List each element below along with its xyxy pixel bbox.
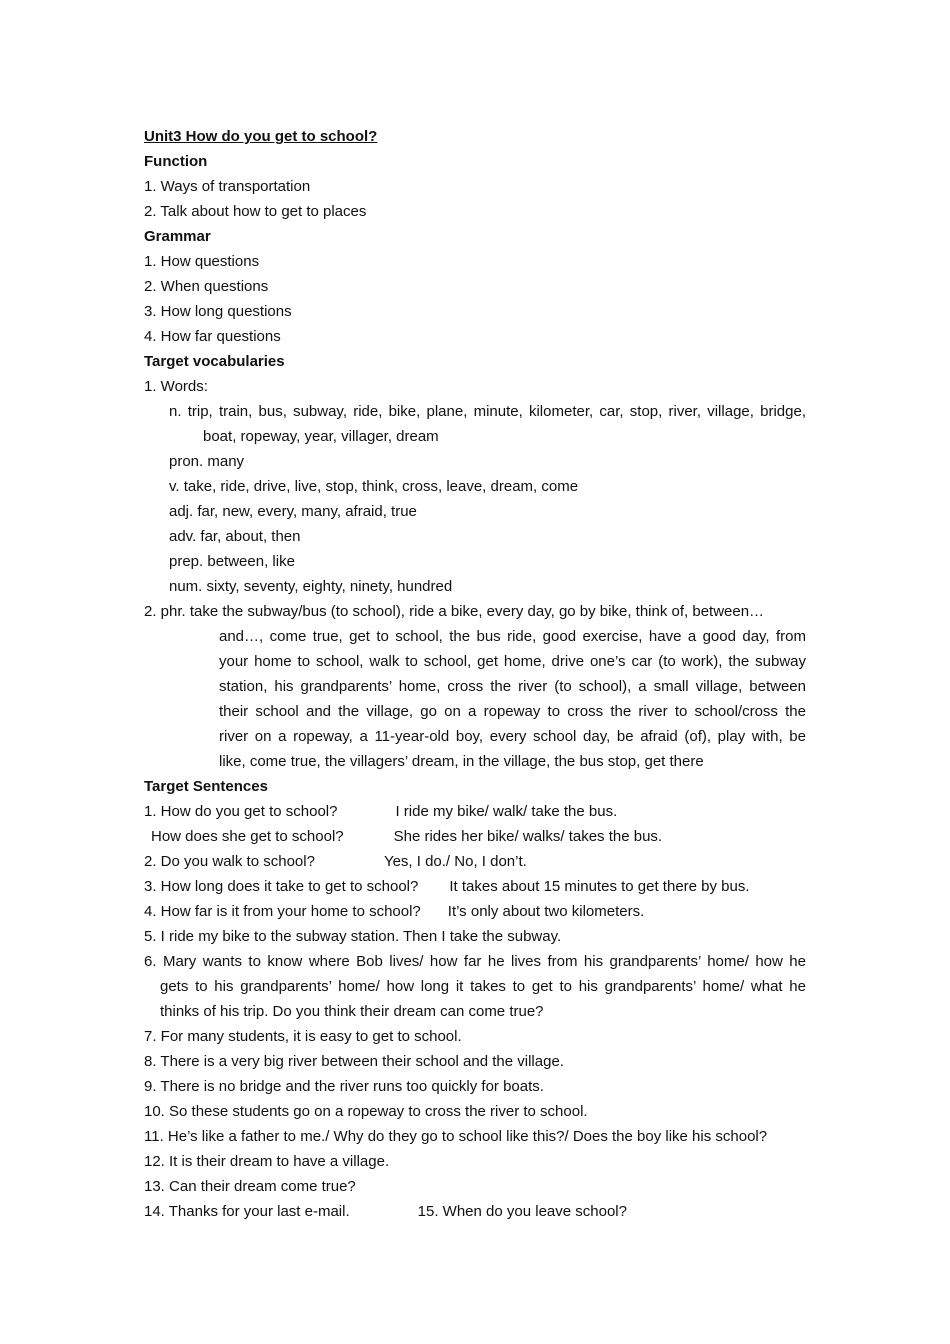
sentence-14-15 [144,1199,806,1224]
grammar-item: 3. How long questions [144,303,292,320]
phrases-line1: 2. phr. take the subway/bus (to school), ride a bike, every day, go by bike, think of, between… [144,603,765,620]
sentence-8: 8. There is a very big river between their school and the village. [144,1053,564,1070]
sentence-5: 5. I ride my bike to the subway station. Then I take the subway. [144,928,562,945]
sentence-answer: It’s only about two kilometers. [447,903,645,920]
sentence-answer: She rides her bike/ walks/ takes the bus. [393,828,663,845]
phrases-line: and…, come true, get to school, the bus ride, good exercise, have a good day, from [219,628,806,645]
sentence-6-line1: 6. Mary wants to know where Bob lives/ how far he lives from his grandparents’ home/ how he [144,953,806,970]
vocab-heading: Target vocabularies [144,353,285,370]
sentence-answer: I ride my bike/ walk/ take the bus. [395,803,618,820]
sentence-3 [144,874,806,899]
vocab-nouns-line1: n. trip, train, bus, subway, ride, bike, plane, minute, kilometer, car, stop, river, village, bridge, [169,403,806,420]
sentence-4 [144,899,806,924]
vocab-verbs: v. take, ride, drive, live, stop, think, cross, leave, dream, come [169,478,579,495]
sentence-answer: It takes about 15 minutes to get there by bus. [449,878,750,895]
vocab-numerals: num. sixty, seventy, eighty, ninety, hundred [169,578,453,595]
function-item: 1. Ways of transportation [144,178,311,195]
sentence-10: 10. So these students go on a ropeway to cross the river to school. [144,1103,588,1120]
document-body [144,124,806,1224]
sentence-6-line3: thinks of his trip. Do you think their dream can come true? [160,1003,544,1020]
sentence-9: 9. There is no bridge and the river runs too quickly for boats. [144,1078,544,1095]
sentences-heading: Target Sentences [144,778,268,795]
sentence-14: 14. Thanks for your last e-mail. [144,1203,350,1220]
phrases-line: your home to school, walk to school, get home, drive one’s car (to work), the subway [219,653,806,670]
sentence-question: How does she get to school? [151,828,344,845]
unit-title: Unit3 How do you get to school? [144,128,378,145]
vocab-pronouns: pron. many [169,453,245,470]
function-item: 2. Talk about how to get to places [144,203,367,220]
vocab-adjectives: adj. far, new, every, many, afraid, true [169,503,417,520]
sentence-question: 4. How far is it from your home to school? [144,903,421,920]
sentence-question: 1. How do you get to school? [144,803,338,820]
vocab-adverbs: adv. far, about, then [169,528,301,545]
sentence-13: 13. Can their dream come true? [144,1178,356,1195]
sentence-answer: Yes, I do./ No, I don’t. [383,853,527,870]
grammar-item: 1. How questions [144,253,260,270]
phrases-line-last: like, come true, the villagers’ dream, in the village, the bus stop, get there [219,753,704,770]
vocab-nouns-line2: boat, ropeway, year, villager, dream [203,428,439,445]
grammar-item: 2. When questions [144,278,269,295]
sentence-2 [144,849,806,874]
phrases-line: their school and the village, go on a ropeway to cross the river to school/cross the [219,703,806,720]
sentence-6-line2: gets to his grandparents’ home/ how long it takes to get to his grandparents’ home/ what he [160,978,806,995]
sentence-12: 12. It is their dream to have a village. [144,1153,390,1170]
grammar-heading: Grammar [144,228,211,245]
sentence-11: 11. He’s like a father to me./ Why do they go to school like this?/ Does the boy like his school? [144,1128,768,1145]
phrases-line: river on a ropeway, a 11-year-old boy, every school day, be afraid (of), play with, be [219,728,806,745]
sentence-question: 2. Do you walk to school? [144,853,315,870]
words-label: 1. Words: [144,378,208,395]
sentence-7: 7. For many students, it is easy to get to school. [144,1028,462,1045]
sentence-question: 3. How long does it take to get to school? [144,878,419,895]
phrases-line: station, his grandparents’ home, cross the river (to school), a small village, between [219,678,806,695]
vocab-prepositions: prep. between, like [169,553,295,570]
grammar-item: 4. How far questions [144,328,281,345]
sentence-1 [144,799,806,824]
function-heading: Function [144,153,208,170]
sentence-15: 15. When do you leave school? [417,1203,627,1220]
sentence-1b [144,824,806,849]
